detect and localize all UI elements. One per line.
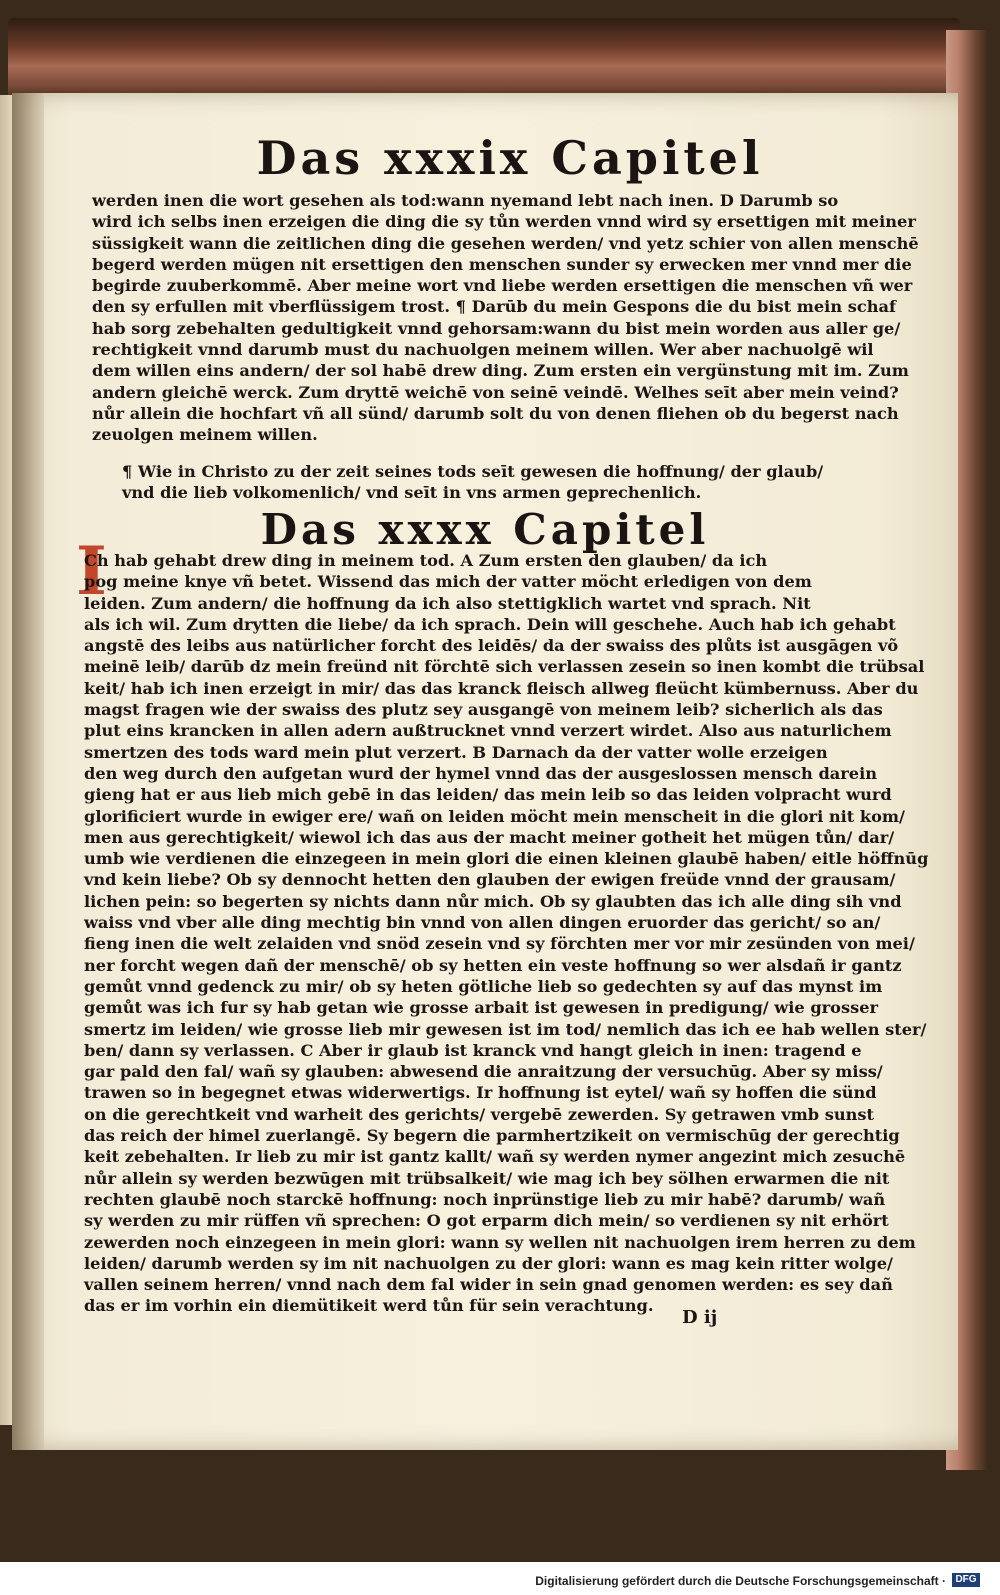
text-line: das reich der himel zuerlangē. Sy begern die parmhertzikeit on vermischūg der gerechtig: [84, 1126, 900, 1146]
footer-bar: [0, 1565, 1000, 1595]
text-line: magst fragen wie der swaiss des plutz sey ausgangē von meinem leib? sicherlich als das: [84, 700, 883, 720]
text-line: dem willen eins andern/ der sol habē drew ding. Zum ersten ein vergünstung mit im. Zum: [92, 361, 909, 381]
book-top-edge: [8, 18, 960, 98]
text-line: leiden. Zum andern/ die hoffnung da ich also stettigklich wartet vnd sprach. Nit: [84, 593, 811, 613]
text-line: begirde zuuberkommē. Aber meine wort vnd liebe werden ersettigen die menschen vñ wer: [92, 276, 913, 296]
text-line: on die gerechtkeit vnd warheit des gerichts/ vergebē zewerden. Sy getrawen vmb sunst: [84, 1104, 874, 1124]
text-line: Ch hab gehabt drew ding in meinem tod. A Zum ersten den glauben/ da ich: [84, 551, 768, 570]
text-line: rechtigkeit vnnd darumb must du nachuolgen meinem willen. Wer aber nachuolgē wil: [92, 340, 874, 360]
chapter-title-second: Das xxxx Capitel: [260, 505, 710, 554]
text-line: nůr allein die hochfart vñ all sünd/ darumb solt du von denen fliehen ob du begerst nach: [92, 403, 899, 423]
decorated-initial: I: [76, 532, 107, 610]
text-line: meinē leib/ darūb dz mein freünd nit förchtē sich verlassen zesein so inen kombt die trübsal: [84, 657, 925, 677]
text-line: plut eins krancken in allen adern außtrucknet vnnd verzert wirdet. Also aus naturlichem: [84, 721, 892, 741]
chapter-summary: [122, 461, 824, 504]
text-line: trawen so in begegnet etwas widerwertigs. Ir hoffnung ist eytel/ wañ sy hoffen die sünd: [84, 1083, 877, 1103]
gutter-shadow: [12, 93, 44, 1450]
text-line: gemůt was ich fur sy hab getan wie grosse arbait ist gewesen in predigung/ wie grosser: [84, 998, 879, 1018]
text-line: vnd die lieb volkomenlich/ vnd seīt in vns armen geprechenlich.: [122, 483, 702, 503]
text-line: andern gleichē werck. Zum dryttē weichē von seinē veindē. Welhes seīt aber mein veind?: [92, 382, 899, 402]
text-line: angstē des leibs aus natürlicher forcht des leidēs/ da der swaiss des plůts ist ausgāgen võ: [84, 636, 899, 656]
dfg-logo: DFG: [952, 1573, 980, 1587]
text-line: gieng hat er aus lieb mich gebē in das leiden/ das mein leib so das leiden volpracht wurd: [84, 785, 892, 805]
text-line: pog meine knye vñ betet. Wissend das mich der vatter möcht erledigen von dem: [84, 572, 812, 592]
text-line: den weg durch den aufgetan wurd der hymel vnnd das der ausgeslossen mensch darein: [84, 763, 878, 783]
text-line: sy werden zu mir rüffen vñ sprechen: O got erparm dich mein/ so verdienen sy nit erhört: [84, 1211, 889, 1231]
text-line: vallen seinem herren/ vnnd nach dem fal wider in sein gnad genomen werden: es sey dañ: [84, 1275, 893, 1295]
text-block-2: [84, 550, 929, 1317]
text-line: begerd werden mügen nit ersettigen den menschen sunder sy erwecken mer vnnd mer die: [92, 254, 912, 274]
text-line: men aus gerechtigkeit/ wiewol ich das aus der macht meiner gotheit het mügen tůn/ dar/: [84, 827, 895, 847]
text-line: werden inen die wort gesehen als tod:wann nyemand lebt nach inen. D Darumb so: [92, 191, 839, 210]
text-line: keit zebehalten. Ir lieb zu mir ist gantz kallt/ wañ sy werden nymer angezint mich zesuchē: [84, 1147, 906, 1167]
text-line: gemůt vnnd gedenck zu mir/ ob sy heten götliche lieb so gedechten sy auf das mynst im: [84, 976, 883, 996]
book-page: [12, 93, 958, 1450]
text-line: ner forcht wegen dañ der menschē/ ob sy hetten ein veste hoffnung so wer alsdañ ir gantz: [84, 955, 902, 975]
text-line: smertz im leiden/ wie grosse lieb mir gewesen ist im tod/ nemlich das ich ee hab wellen ster/: [84, 1019, 927, 1039]
text-line: waiss vnd vber alle ding mechtig bin vnnd von allen dingen eruorder das gericht/ so an/: [84, 913, 881, 933]
text-block-1: [92, 190, 919, 446]
text-line: hab sorg zebehalten gedultigkeit vnnd gehorsam:wann du bist mein worden aus aller ge/: [92, 318, 901, 338]
text-line: smertzen des tods ward mein plut verzert. B Darnach da der vatter wolle erzeigen: [84, 742, 828, 762]
text-line: vnd kein liebe? Ob sy dennocht hetten den glauben der ewigen freüde vnnd der grausam/: [84, 870, 896, 890]
text-line: umb wie verdienen die einzegeen in mein glori die einen kleinen glaubē haben/ eitle höffnūg: [84, 849, 929, 869]
text-line: als ich wil. Zum drytten die liebe/ da ich sprach. Dein will geschehe. Auch hab ich gehabt: [84, 614, 896, 634]
signature-mark: D ij: [682, 1307, 718, 1328]
chapter-title-top: Das xxxix Capitel: [256, 131, 764, 185]
text-line: keit/ hab ich inen erzeigt in mir/ das das kranck fleisch allweg fleücht kümbernuss. Aber du: [84, 678, 919, 698]
text-line: ben/ dann sy verlassen. C Aber ir glaub ist kranck vnd hangt gleich in inen: tragend e: [84, 1040, 862, 1060]
text-line: das er im vorhin ein diemütikeit werd tůn für sein verachtung.: [84, 1296, 654, 1316]
text-line: wird ich selbs inen erzeigen die ding die sy tůn werden vnnd wird sy ersettigen mit meiner: [92, 212, 916, 232]
text-line: zeuolgen meinem willen.: [92, 425, 318, 445]
text-line: süssigkeit wann die zeitlichen ding die gesehen werden/ vnd yetz schier von allen menschē: [92, 233, 919, 253]
text-line: rechten glaubē noch starckē hoffnung: noch inprünstige lieb zu mir habē? darumb/ wañ: [84, 1189, 886, 1209]
text-line: ¶ Wie in Christo zu der zeit seines tods seīt gewesen die hoffnung/ der glaub/: [122, 462, 824, 481]
text-line: den sy erfullen mit vberflüssigem trost. ¶ Darūb du mein Gespons die du bist mein schaf: [92, 297, 896, 317]
text-line: glorificiert wurde in ewiger ere/ wañ on leiden möcht mein menscheit in die glori nit kom/: [84, 806, 905, 826]
text-line: leiden/ darumb werden sy im nit nachuolgen zu der glori: wann es mag kein ritter wolge/: [84, 1253, 893, 1273]
text-line: gar pald den fal/ wañ sy glauben: abwesend die anraitzung der versuchūg. Aber sy miss/: [84, 1062, 883, 1082]
text-line: fieng inen die welt zelaiden vnd snöd zesein vnd sy förchten mer vor mir zesünden von mei/: [84, 934, 915, 954]
text-line: lichen pein: so begerten sy nichts dann nůr mich. Ob sy glaubten das ich alle ding sih vnd: [84, 891, 902, 911]
text-line: zewerden noch einzegeen in mein glori: wann sy wellen nit nachuolgen irem herren zu dem: [84, 1232, 916, 1252]
text-line: nůr allein sy werden bezwūgen mit trübsalkeit/ wie mag ich bey sölhen erwarmen die nit: [84, 1168, 890, 1188]
funding-note: Digitalisierung gefördert durch die Deutsche Forschungsgemeinschaft ·: [535, 1574, 946, 1588]
